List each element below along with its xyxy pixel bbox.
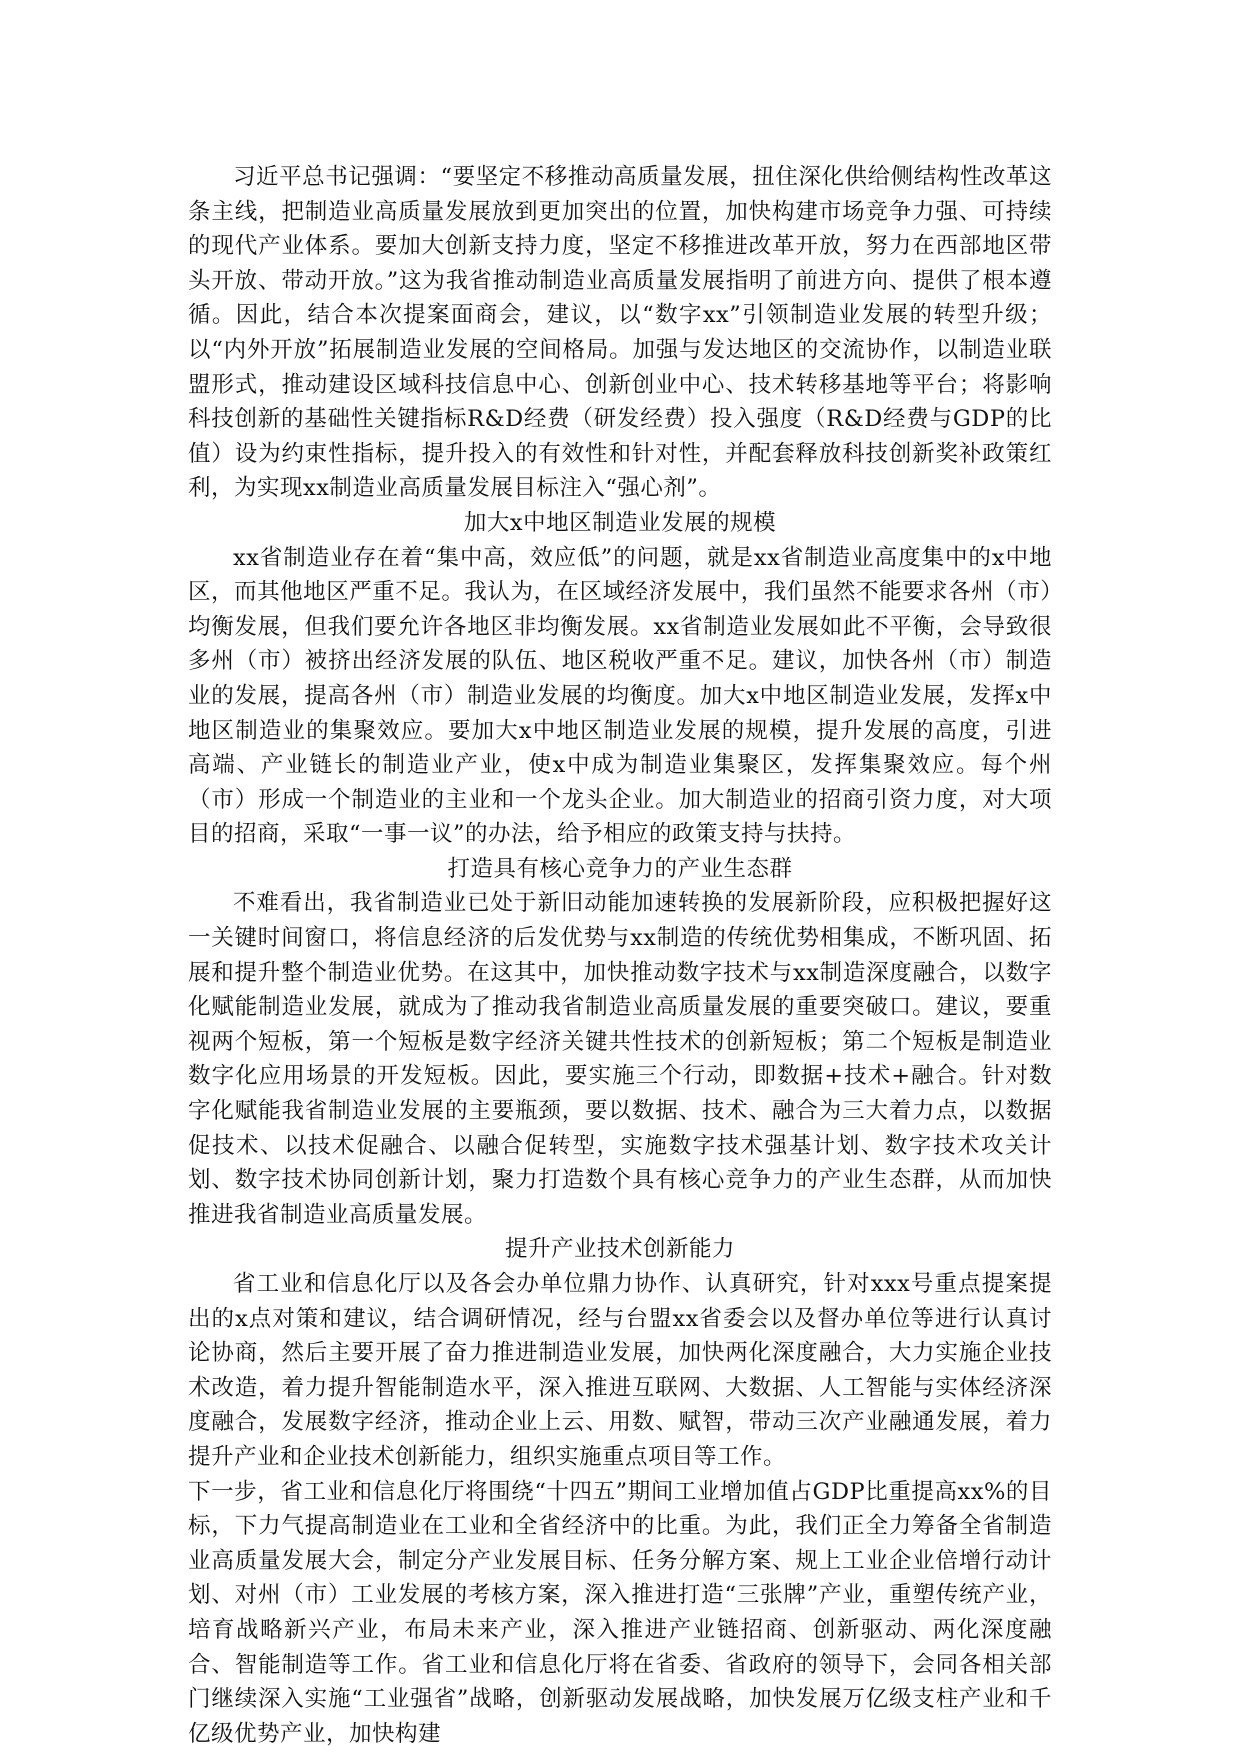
section-heading-innovation: 提升产业技术创新能力 <box>504 1236 735 1263</box>
document-page <box>188 160 1052 1751</box>
section-paragraph-scale: xx省制造业存在着“集中高，效应低”的问题，就是xx省制造业高度集中的x中地区，而其他地区严重不足。我认为，在区域经济发展中，我们虽然不能要求各州（市）均衡发展，但我们要允许各地区非均衡发展。xx省制造业发展如此不平衡，会导致很多州（市）被挤出经济发展的队伍、地区税收严重不足。建议，加快各州（市）制造业的发展，提高各州（市）制造业发展的均衡度。加大x中地区制造业发展，发挥x中地区制造业的集聚效应。要加大x中地区制造业发展的规模，提升发展的高度，引进高端、产业链长的制造业产业，使x中成为制造业集聚区，发挥集聚效应。每个州（市）形成一个制造业的主业和一个龙头企业。加大制造业的招商引资力度，对大项目的招商，采取“一事一议”的办法，给予相应的政策支持与扶持。 <box>188 544 1052 848</box>
section-heading-ecosystem: 打造具有核心竞争力的产业生态群 <box>447 855 793 882</box>
section-paragraph-next-step: 下一步，省工业和信息化厅将围绕“十四五”期间工业增加值占GDP比重提高xx%的目标，下力气提高制造业在工业和全省经济中的比重。为此，我们正全力筹备全省制造业高质量发展大会，制定分产业发展目标、任务分解方案、规上工业企业倍增行动计划、对州（市）工业发展的考核方案，深入推进打造“三张牌”产业，重塑传统产业，培育战略新兴产业，布局未来产业，深入推进产业链招商、创新驱动、两化深度融合、智能制造等工作。省工业和信息化厅将在省委、省政府的领导下，会同各相关部门继续深入实施“工业强省”战略，创新驱动发展战略，加快发展万亿级支柱产业和千亿级优势产业，加快构建 <box>188 1478 1052 1747</box>
intro-paragraph: 习近平总书记强调：“要坚定不移推动高质量发展，扭住深化供给侧结构性改革这条主线，把制造业高质量发展放到更加突出的位置，加快构建市场竞争力强、可持续的现代产业体系。要加大创新支持力度，坚定不移推进改革开放，努力在西部地区带头开放、带动开放。”这为我省推动制造业高质量发展指明了前进方向、提供了根本遵循。因此，结合本次提案面商会，建议，以“数字xx”引领制造业发展的转型升级；以“内外开放”拓展制造业发展的空间格局。加强与发达地区的交流协作，以制造业联盟形式，推动建设区域科技信息中心、创新创业中心、技术转移基地等平台；将影响科技创新的基础性关键指标R&D经费（研发经费）投入强度（R&D经费与GDP的比值）设为约束性指标，提升投入的有效性和针对性，并配套释放科技创新奖补政策红利，为实现xx制造业高质量发展目标注入“强心剂”。 <box>188 164 1052 502</box>
section-heading-scale: 加大x中地区制造业发展的规模 <box>463 509 777 536</box>
section-paragraph-ecosystem: 不难看出，我省制造业已处于新旧动能加速转换的发展新阶段，应积极把握好这一关键时间窗口，将信息经济的后发优势与xx制造的传统优势相集成，不断巩固、拓展和提升整个制造业优势。在这其中，加快推动数字技术与xx制造深度融合，以数字化赋能制造业发展，就成为了推动我省制造业高质量发展的重要突破口。建议，要重视两个短板，第一个短板是数字经济关键共性技术的创新短板；第二个短板是制造业数字化应用场景的开发短板。因此，要实施三个行动，即数据+技术+融合。针对数字化赋能我省制造业发展的主要瓶颈，要以数据、技术、融合为三大着力点，以数据促技术、以技术促融合、以融合促转型，实施数字技术强基计划、数字技术攻关计划、数字技术协同创新计划，聚力打造数个具有核心竞争力的产业生态群，从而加快推进我省制造业高质量发展。 <box>188 890 1052 1228</box>
section-paragraph-innovation: 省工业和信息化厅以及各会办单位鼎力协作、认真研究，针对xxx号重点提案提出的x点对策和建议，结合调研情况，经与台盟xx省委会以及督办单位等进行认真讨论协商，然后主要开展了奋力推进制造业发展，加快两化深度融合，大力实施企业技术改造，着力提升智能制造水平，深入推进互联网、大数据、人工智能与实体经济深度融合，发展数字经济，推动企业上云、用数、赋智，带动三次产业融通发展，着力提升产业和企业技术创新能力，组织实施重点项目等工作。 <box>188 1271 1052 1470</box>
